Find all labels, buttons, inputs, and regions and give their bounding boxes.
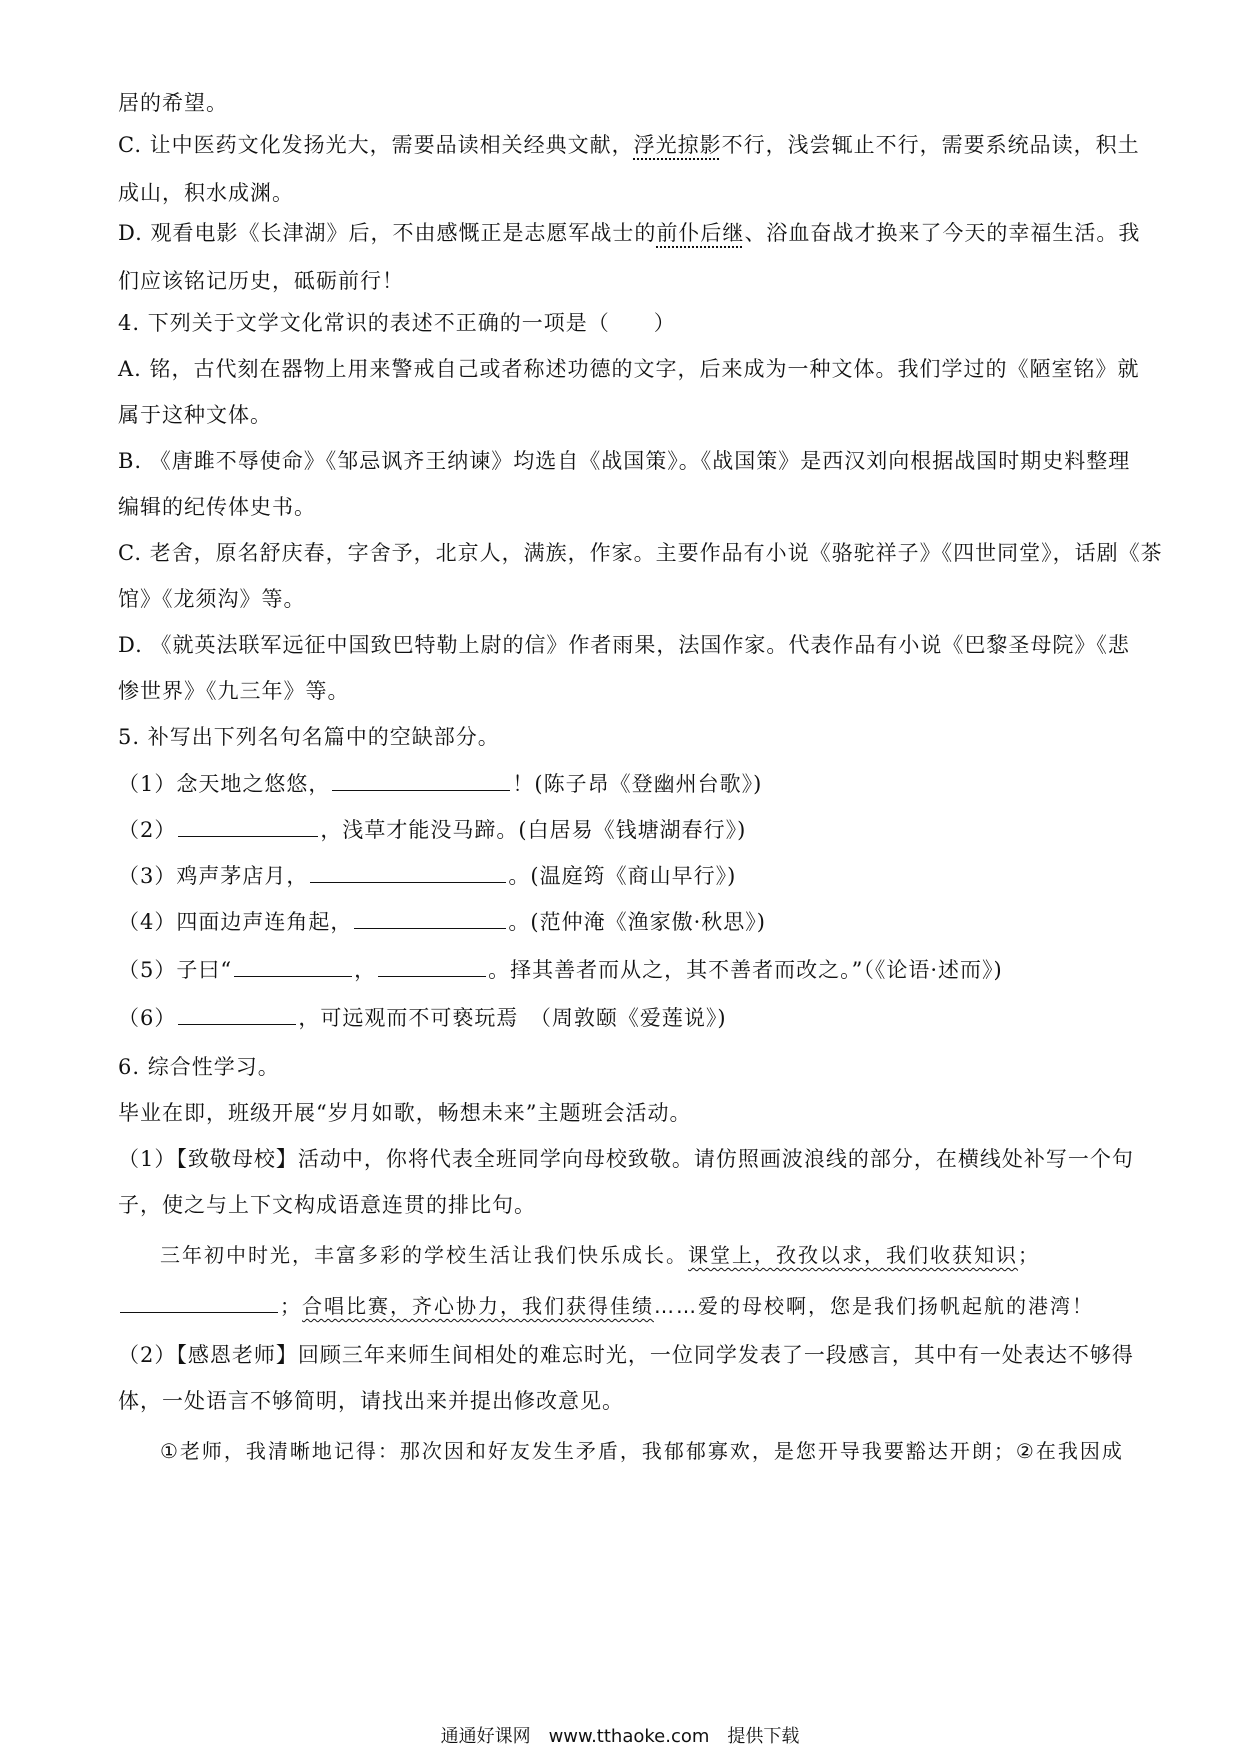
text-span: ，浅草才能没马蹄。(白居易《钱塘湖春行》) [320,818,747,842]
q4-option-a: A. 铭，古代刻在器物上用来警戒自己或者称述功德的文字，后来成为一种文体。我们学过的《陋室铭》就 [118,357,1140,381]
q6-intro: 毕业在即，班级开展“岁月如歌，畅想未来”主题班会活动。 [118,1101,692,1125]
q5-item-3 [118,860,1128,891]
page-footer: 通通好课网 www.tthaoke.com 提供下载 [440,1726,800,1747]
text-span: （4）四面边声连角起， [118,910,353,934]
answer-blank[interactable] [310,860,506,883]
q5-item-4 [118,906,1128,937]
answer-blank[interactable] [120,1290,278,1313]
handwritten-passage-3: ①老师，我清晰地记得：那次因和好友发生矛盾，我郁郁寡欢，是您开导我要豁达开朗；②在我因成 [160,1439,1124,1463]
text-span: ……爱的母校啊，您是我们扬帆起航的港湾！ [654,1294,1094,1318]
q6-part-2: （2）【感恩老师】回顾三年来师生间相处的难忘时光，一位同学发表了一段感言，其中有一处表达不够得 [118,1343,1134,1367]
option-d-line [118,218,1141,248]
option-c-line [118,130,1140,160]
q5-item-6 [118,1002,1128,1033]
text-span: D. 观看电影《长津湖》后，不由感慨正是志愿军战士的 [118,221,657,245]
text-line: 居的希望。 [118,91,228,115]
text-span: （5）子曰“ [118,958,233,982]
question-6-title: 6. 综合性学习。 [118,1055,280,1079]
dotted-emphasis: 前仆后继 [656,221,745,245]
q5-item-5 [118,954,1128,985]
q4-option-a-cont: 属于这种文体。 [118,403,272,427]
text-line: 们应该铭记历史，砥砺前行！ [118,269,404,293]
wavy-underline-text: 课堂上，孜孜以求，我们收获知识 [688,1243,1018,1267]
q4-option-d-cont: 惨世界》《九三年》等。 [118,679,350,703]
q5-item-2 [118,814,1128,845]
handwritten-passage-2 [118,1290,1128,1321]
text-span: 。(温庭筠《商山早行》) [508,864,737,888]
text-span: 。择其善者而从之，其不善者而改之。”（《论语·述而》) [488,958,1003,982]
text-span: ！(陈子昂《登幽州台歌》) [512,772,763,796]
answer-blank[interactable] [332,768,510,791]
answer-blank[interactable] [378,954,486,977]
q4-option-b: B. 《唐雎不辱使命》《邹忌讽齐王纳谏》均选自《战国策》。《战国策》是西汉刘向根据战国时期史料整理 [118,449,1131,473]
text-span: ； [1018,1243,1040,1267]
text-span: ，可远观而不可亵玩焉 （周敦颐《爱莲说》) [298,1006,727,1030]
text-span: （3）鸡声茅店月， [118,864,309,888]
text-span: ， [354,958,377,982]
text-span: 不行，浅尝辄止不行，需要系统品读，积土 [721,133,1140,157]
q4-option-b-cont: 编辑的纪传体史书。 [118,495,316,519]
text-span: （2） [118,818,177,842]
text-span: ； [280,1294,302,1318]
question-5-title: 5. 补写出下列名句名篇中的空缺部分。 [118,725,500,749]
answer-blank[interactable] [178,814,318,837]
text-span: 三年初中时光，丰富多彩的学校生活让我们快乐成长。 [160,1243,688,1267]
text-span: 、浴血奋战才换来了今天的幸福生活。我 [744,221,1141,245]
q4-option-d: D. 《就英法联军远征中国致巴特勒上尉的信》作者雨果，法国作家。代表作品有小说《巴黎圣母院》《悲 [118,633,1130,657]
wavy-underline-text: 合唱比赛，齐心协力，我们获得佳绩 [302,1294,654,1318]
answer-blank[interactable] [354,906,506,929]
answer-blank[interactable] [178,1002,296,1025]
handwritten-passage-1 [160,1240,1170,1270]
text-span: 。(范仲淹《渔家傲·秋思》) [508,910,766,934]
q6-part-2-cont: 体，一处语言不够简明，请找出来并提出修改意见。 [118,1389,624,1413]
question-4-title: 4. 下列关于文学文化常识的表述不正确的一项是（ ） [118,311,676,335]
answer-blank[interactable] [234,954,352,977]
text-span: C. 让中医药文化发扬光大，需要品读相关经典文献， [118,133,634,157]
q6-part-1-cont: 子，使之与上下文构成语意连贯的排比句。 [118,1193,536,1217]
text-span: （6） [118,1006,177,1030]
q4-option-c-cont: 馆》《龙须沟》等。 [118,587,306,611]
q4-option-c: C. 老舍，原名舒庆春，字舍予，北京人，满族，作家。主要作品有小说《骆驼祥子》《四世同堂》，话剧《茶 [118,541,1163,565]
dotted-emphasis: 浮光掠影 [633,133,722,157]
text-line: 成山，积水成渊。 [118,181,294,205]
q5-item-1 [118,768,1128,799]
q6-part-1: （1）【致敬母校】活动中，你将代表全班同学向母校致敬。请仿照画波浪线的部分，在横线处补写一个句 [118,1147,1134,1171]
text-span: （1）念天地之悠悠， [118,772,331,796]
